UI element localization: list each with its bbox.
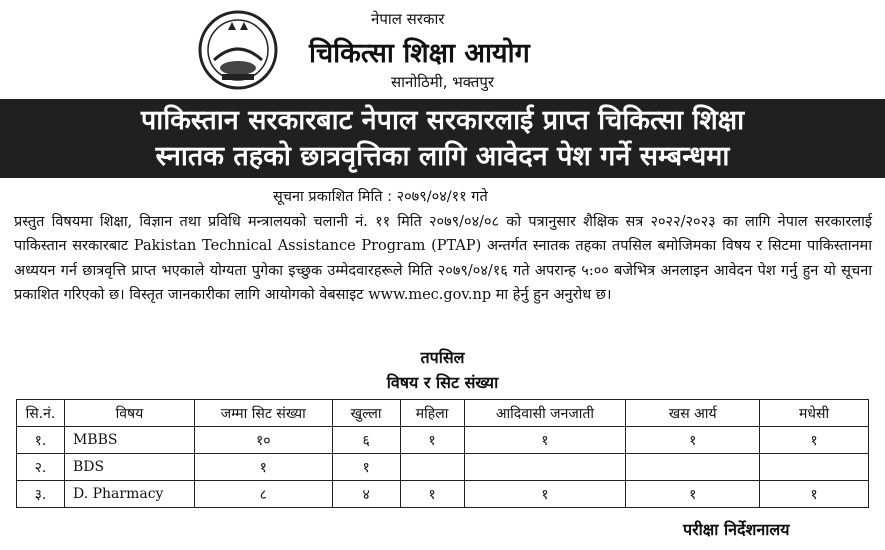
table-cell: १ <box>626 427 760 454</box>
column-header: सि.नं. <box>17 400 65 427</box>
table-cell: १. <box>17 427 65 454</box>
table-cell: BDS <box>64 454 194 481</box>
column-header: मधेसी <box>760 400 869 427</box>
table-cell: १० <box>194 427 332 454</box>
table-subheading: विषय र सिट संख्या <box>386 373 499 392</box>
table-cell: ६ <box>332 427 400 454</box>
table-cell: १ <box>760 481 869 508</box>
seat-table <box>16 399 869 508</box>
column-header: विषय <box>64 400 194 427</box>
column-header: खस आर्य <box>626 400 760 427</box>
table-cell: १ <box>400 427 464 454</box>
table-cell: ४ <box>332 481 400 508</box>
table-cell <box>464 454 626 481</box>
table-cell: १ <box>464 481 626 508</box>
table-cell <box>626 454 760 481</box>
table-cell: १ <box>464 427 626 454</box>
column-header: खुल्ला <box>332 400 400 427</box>
table-cell <box>760 454 869 481</box>
table-heading: तपसिल <box>420 348 465 367</box>
letterhead <box>0 0 885 100</box>
table-cell: २. <box>17 454 65 481</box>
title-line-2: स्नातक तहको छात्रवृत्तिका लागि आवेदन पेश गर्ने सम्बन्धमा <box>155 141 730 172</box>
table-header-row <box>17 400 869 427</box>
table-cell: १ <box>400 481 464 508</box>
column-header: आदिवासी जनजाती <box>464 400 626 427</box>
column-header: महिला <box>400 400 464 427</box>
organization-address: सानोठिमी, भक्तपुर <box>391 73 495 91</box>
table-cell: १ <box>194 454 332 481</box>
table-cell: १ <box>760 427 869 454</box>
table-cell: MBBS <box>64 427 194 454</box>
issuer-signature: परीक्षा निर्देशनालय <box>683 520 790 539</box>
notice-body <box>14 210 872 308</box>
table-row <box>17 427 869 454</box>
column-header: जम्मा सिट संख्या <box>194 400 332 427</box>
title-line-1: पाकिस्तान सरकारबाट नेपाल सरकारलाई प्राप्त चिकित्सा शिक्षा <box>140 105 745 136</box>
nepal-emblem-icon <box>196 8 280 92</box>
notice-title-banner <box>0 99 885 178</box>
table-cell: ३. <box>17 481 65 508</box>
published-date: सूचना प्रकाशित मिति : २०७९/०४/११ गते <box>273 189 488 205</box>
government-label: नेपाल सरकार <box>371 10 445 28</box>
table-cell: D. Pharmacy <box>64 481 194 508</box>
table-cell: १ <box>626 481 760 508</box>
table-row <box>17 481 869 508</box>
table-cell: १ <box>332 454 400 481</box>
table-row <box>17 454 869 481</box>
table-cell <box>400 454 464 481</box>
table-cell: ८ <box>194 481 332 508</box>
organization-name: चिकित्सा शिक्षा आयोग <box>309 38 530 69</box>
notice-body-text: प्रस्तुत विषयमा शिक्षा, विज्ञान तथा प्रविधि मन्त्रालयको चलानी नं. ११ मिति २०७९/०४/०८ को पत्रानुसार शैक्षिक सत्र २०२२/२०२३ का लागि नेपाल सरकारलाई पाकिस्तान सरकारबाट Pakistan Technical Assistance Program (PTAP) अन्तर्गत स्नातक तहका तपसिल बमोजिमका विषय र सिटमा पाकिस्तानमा अध्ययन गर्न छात्रवृत्ति प्राप्त भएकाले योग्यता पुगेका इच्छुक उम्मेदवारहरूले मिति २०७९/०४/१६ गते अपरान्ह ५:०० बजेभित्र अनलाइन आवेदन पेश गर्नु हुन यो सूचना प्रकाशित गरिएको छ। विस्तृत जानकारीका लागि आयोगको वेबसाइट www.mec.gov.np मा हेर्नु हुन अनुरोध छ। <box>14 214 872 304</box>
